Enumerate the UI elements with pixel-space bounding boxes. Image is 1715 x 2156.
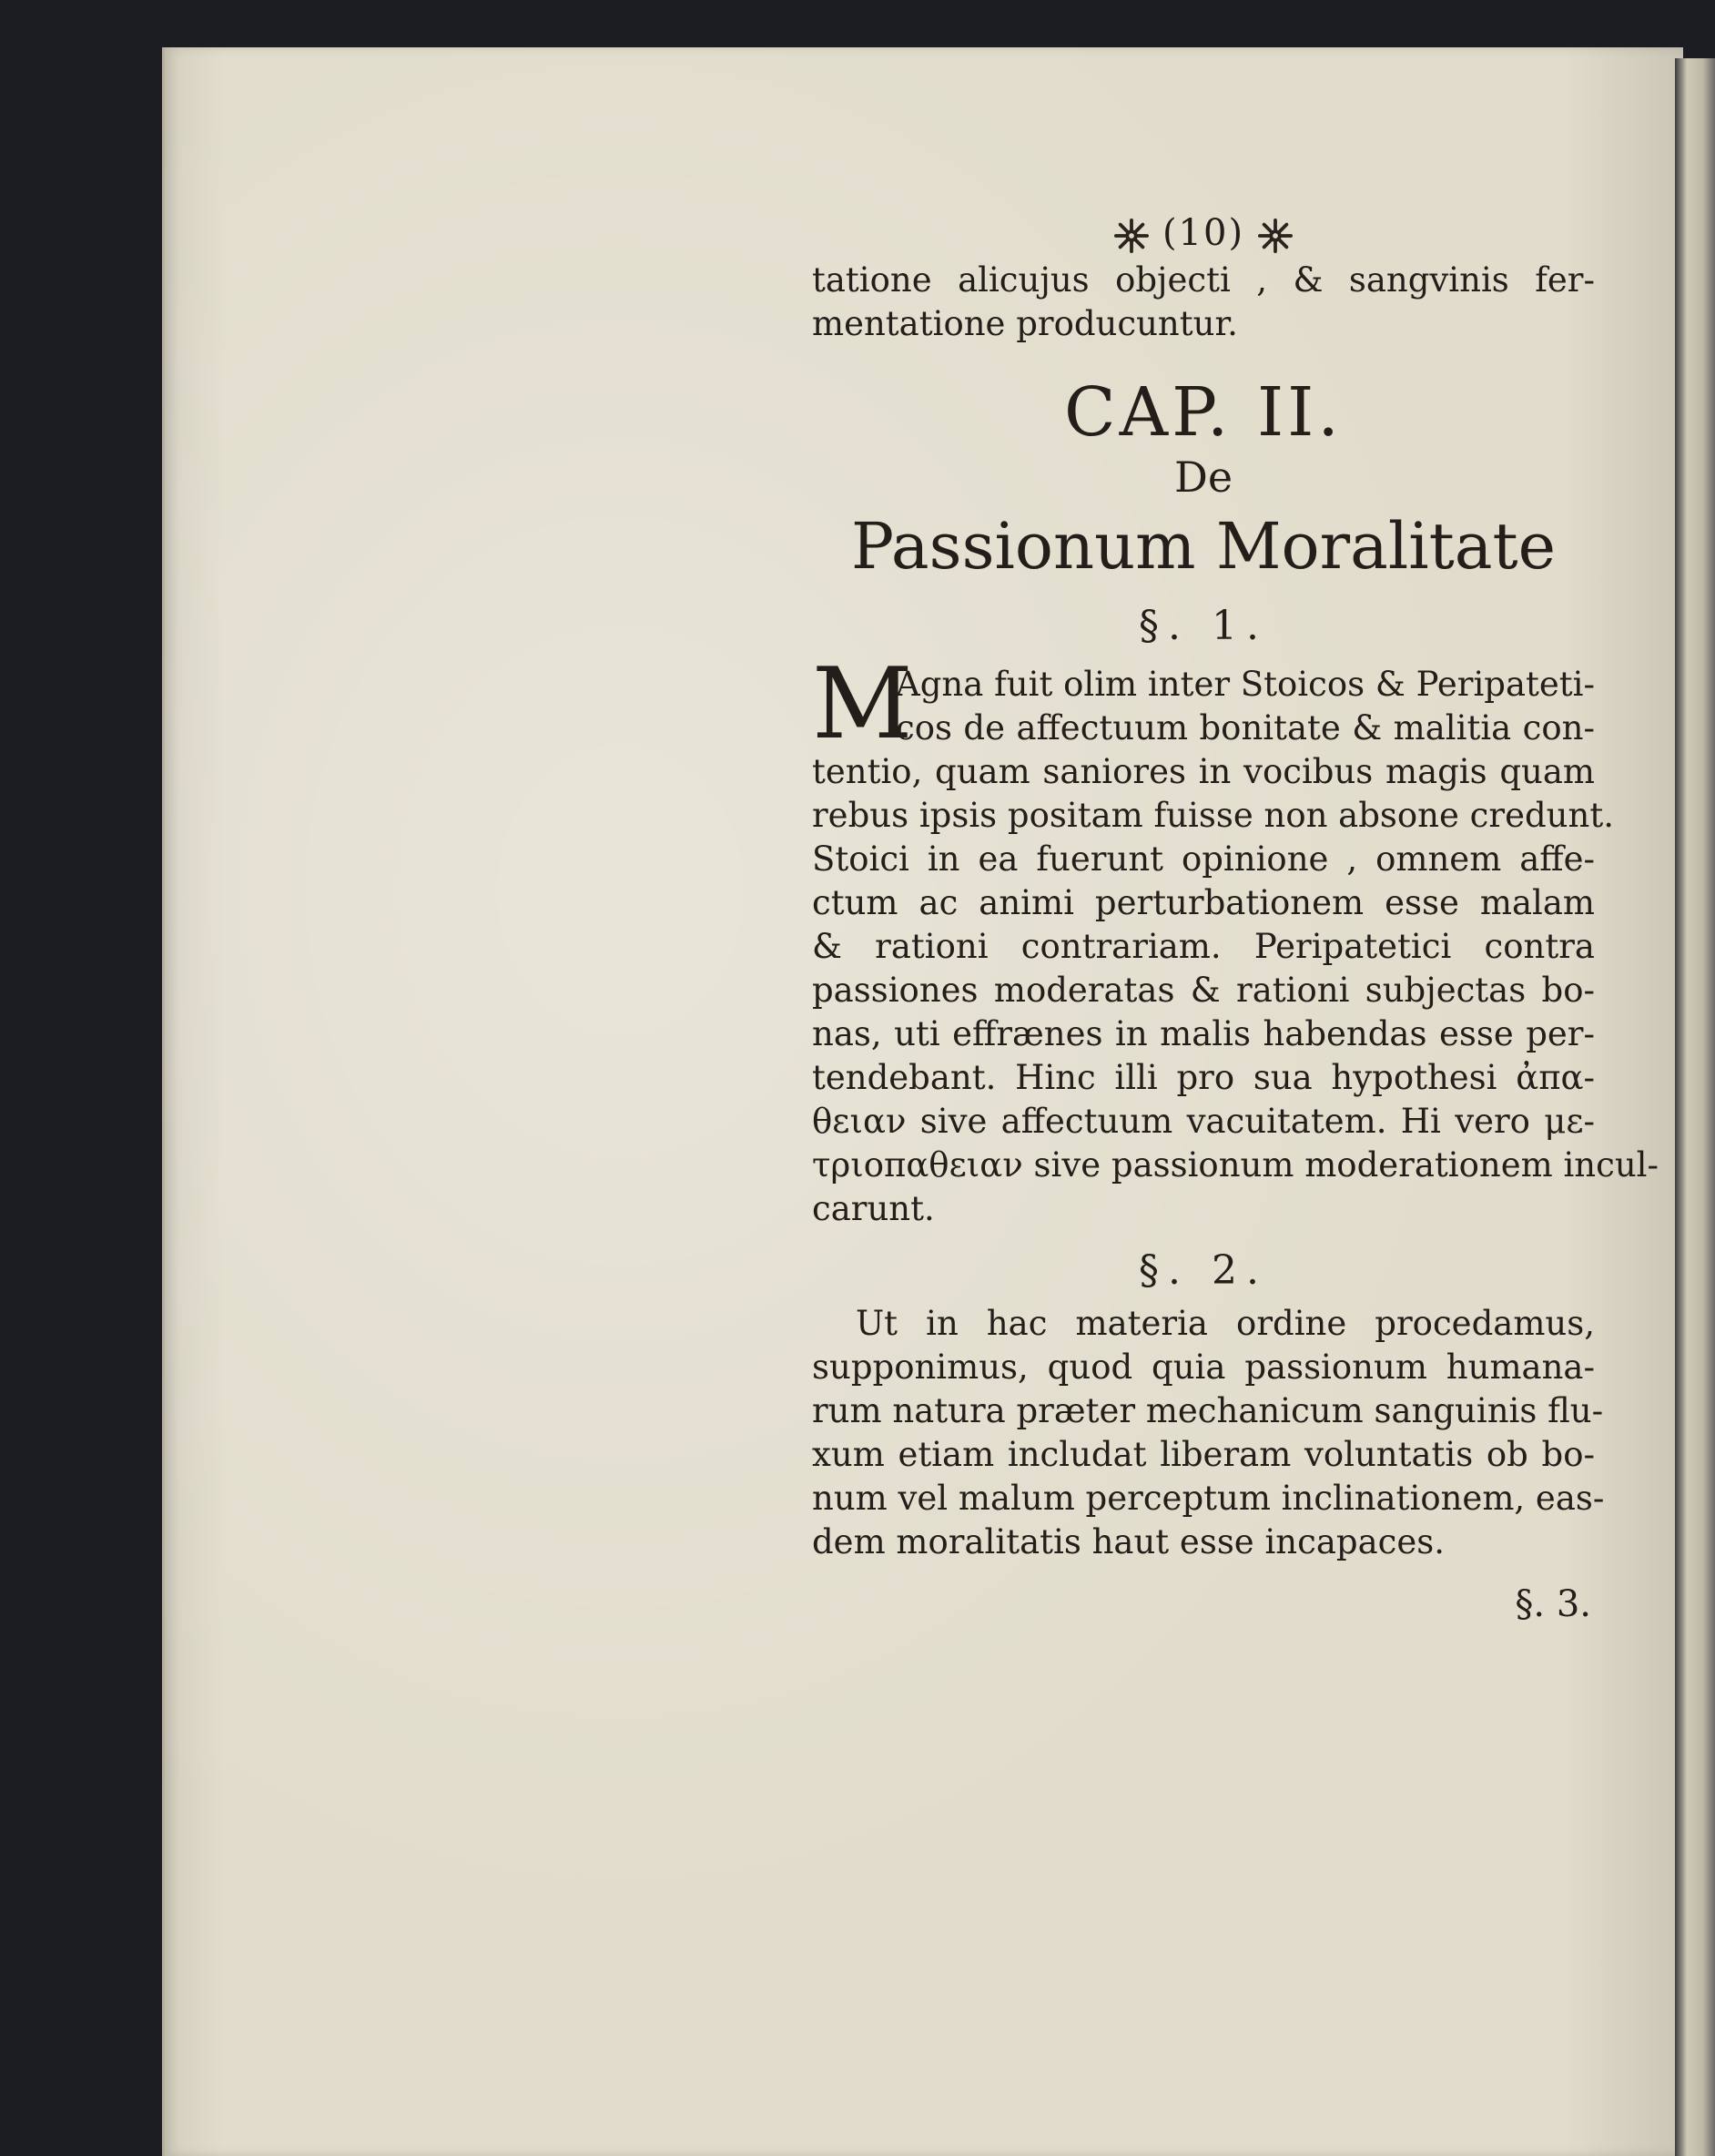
chapter-heading: Passionum Moralitate — [850, 509, 1557, 584]
text-line: dem moralitatis haut esse incapaces. — [812, 1522, 1446, 1561]
text-line: mentatione producuntur. — [812, 304, 1238, 343]
paragraph-2 — [812, 1302, 1605, 1564]
facing-page-edge — [1675, 58, 1715, 2156]
text-line: carunt. — [812, 1189, 935, 1228]
text-line: ctum ac animi perturbationem esse malam — [812, 883, 1595, 922]
right-flower-ornament-icon — [1258, 219, 1293, 253]
text-line: θειαν sive affectuum vacuitatem. Hi vero με- — [812, 1102, 1595, 1141]
running-head — [812, 208, 1595, 259]
text-line: Agna fuit olim inter Stoicos & Peripateti- — [896, 665, 1595, 704]
text-line: tatione alicujus objecti , & sangvinis fer- — [812, 260, 1595, 300]
section-mark-1: §. 1. — [1139, 603, 1268, 649]
text-line: rum natura præter mechanicum sanguinis flu- — [812, 1391, 1604, 1430]
text-line: passiones moderatas & rationi subjectas bo- — [812, 971, 1595, 1010]
text-line: xum etiam includat liberam voluntatis ob bo- — [812, 1435, 1595, 1474]
text-line: cos de affectuum bonitate & malitia con- — [896, 708, 1595, 747]
text-line: Stoici in ea fuerunt opinione , omnem affe- — [812, 839, 1595, 879]
catchword: §. 3. — [1515, 1583, 1591, 1625]
section-mark-2: §. 2. — [1139, 1247, 1268, 1294]
text-line: τριοπαθειαν sive passionum moderationem incul- — [812, 1145, 1659, 1185]
paragraph-1 — [812, 647, 1659, 1231]
chapter-subtitle: De — [1173, 453, 1233, 502]
text-line: nas, uti effrænes in malis habendas esse per- — [812, 1014, 1595, 1053]
text-line: tentio, quam saniores in vocibus magis quam — [812, 752, 1595, 791]
text-block — [812, 208, 1659, 1630]
chapter-title: CAP. II. — [1064, 373, 1343, 452]
drop-cap-initial: M — [812, 647, 913, 761]
text-line: supponimus, quod quia passionum humana- — [812, 1348, 1595, 1387]
text-line: & rationi contrariam. Peripatetici contra — [812, 927, 1595, 966]
carryover-text — [812, 259, 1595, 346]
text-line: num vel malum perceptum inclinationem, eas- — [812, 1479, 1605, 1518]
page-number: (10) — [1162, 212, 1245, 254]
text-line: tendebant. Hinc illi pro sua hypothesi ἀπα- — [812, 1058, 1595, 1097]
text-line: rebus ipsis positam fuisse non absone credunt. — [812, 796, 1614, 835]
left-flower-ornament-icon — [1114, 219, 1149, 253]
text-line: Ut in hac materia ordine procedamus, — [856, 1304, 1595, 1343]
